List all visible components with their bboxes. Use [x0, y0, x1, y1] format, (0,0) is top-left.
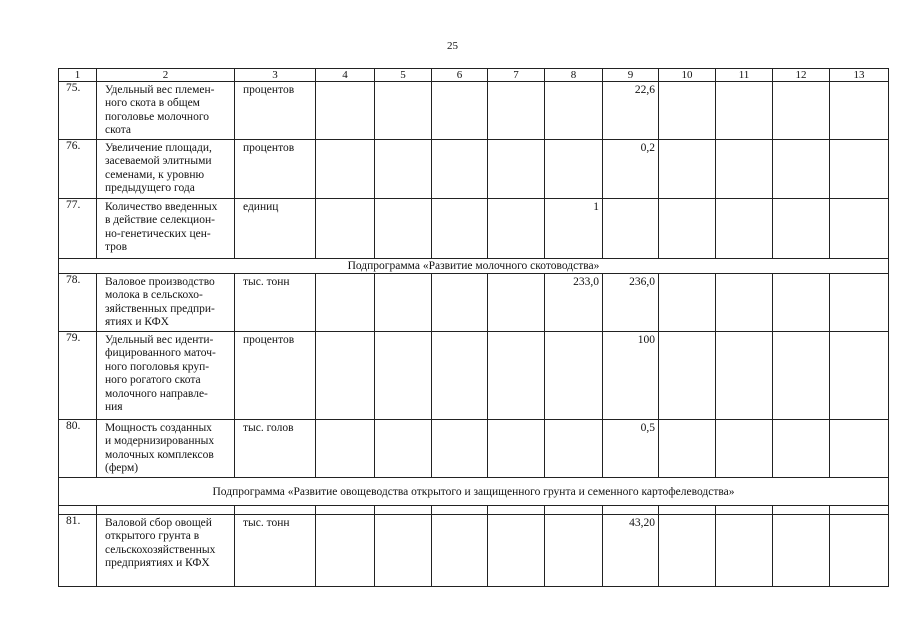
spacer-row [59, 506, 889, 515]
value-cell [830, 140, 889, 199]
spacer-cell [375, 506, 432, 515]
spacer-cell [830, 506, 889, 515]
value-cell [432, 274, 488, 332]
indicator-name-line: молока в сельскохо- [105, 289, 203, 302]
table-row [59, 140, 889, 199]
indicator-name [97, 140, 235, 199]
value-cell [316, 274, 375, 332]
value-cell [316, 420, 375, 478]
value-cell [375, 82, 432, 140]
table-row [59, 515, 889, 587]
value-cell [488, 140, 545, 199]
indicator-name-line: Валовое производство [105, 276, 215, 288]
indicator-name-line: Валовой сбор овощей [105, 517, 212, 529]
column-number: 3 [235, 69, 316, 82]
indicator-name-line: семенами, к уровню [105, 168, 205, 181]
value-cell [716, 332, 773, 420]
page-number: 25 [447, 40, 458, 52]
value-cell [432, 515, 488, 587]
indicator-name-line: зяйственных предпри- [105, 302, 215, 315]
column-number: 11 [716, 69, 773, 82]
column-number: 5 [375, 69, 432, 82]
value-cell [375, 515, 432, 587]
indicator-name [97, 332, 235, 420]
value-cell [432, 82, 488, 140]
row-number: 81. [59, 515, 97, 587]
indicator-name-line: молочного направле- [105, 387, 208, 400]
indicator-name-line: Увеличение площади, [105, 142, 212, 154]
indicator-name-line: ного поголовья круп- [105, 360, 210, 373]
indicator-name-line: фицированного маточ- [105, 347, 216, 360]
value-cell [375, 420, 432, 478]
column-number-row [59, 69, 889, 82]
indicator-name-line: (ферм) [105, 462, 139, 475]
value-cell [659, 274, 716, 332]
spacer-cell [316, 506, 375, 515]
value-cell [432, 332, 488, 420]
indicator-name [97, 274, 235, 332]
indicator-name-line: Количество введенных [105, 201, 218, 213]
value-cell [603, 199, 659, 259]
spacer-cell [603, 506, 659, 515]
indicator-name-line: ного рогатого скота [105, 374, 201, 387]
column-number: 9 [603, 69, 659, 82]
table-row [59, 420, 889, 478]
spacer-cell [97, 506, 235, 515]
value-cell [659, 332, 716, 420]
value-cell [375, 332, 432, 420]
value-cell [659, 199, 716, 259]
indicator-name-line: ятиях и КФХ [105, 316, 169, 329]
row-number: 78. [59, 274, 97, 332]
indicator-name-line: Мощность созданных [105, 422, 212, 434]
value-cell [716, 82, 773, 140]
indicator-name-line: в действие селекцион- [105, 214, 215, 227]
value-cell [659, 140, 716, 199]
value-cell [773, 140, 830, 199]
value-cell [716, 420, 773, 478]
indicator-name-line: молочных комплексов [105, 448, 214, 461]
spacer-cell [235, 506, 316, 515]
value-cell [659, 515, 716, 587]
value-cell [773, 420, 830, 478]
spacer-cell [59, 506, 97, 515]
value-cell [432, 140, 488, 199]
indicator-name [97, 420, 235, 478]
indicator-name-line: предприятиях и КФХ [105, 557, 210, 570]
subprogram-row [59, 478, 889, 506]
indicator-name-line: ного скота в общем [105, 97, 200, 110]
value-cell: 0,2 [603, 140, 659, 199]
value-cell [659, 82, 716, 140]
unit: единиц [235, 199, 316, 259]
table-row [59, 82, 889, 140]
value-cell [488, 199, 545, 259]
value-cell [545, 82, 603, 140]
indicator-name-line: сельскохозяйственных [105, 543, 216, 556]
unit: процентов [235, 332, 316, 420]
value-cell [716, 140, 773, 199]
column-number: 13 [830, 69, 889, 82]
row-number: 76. [59, 140, 97, 199]
value-cell [488, 515, 545, 587]
indicator-name [97, 82, 235, 140]
indicator-name-line: засеваемой элитными [105, 155, 212, 168]
column-number: 7 [488, 69, 545, 82]
subprogram-title: Подпрограмма «Развитие молочного скотоводства» [59, 259, 889, 274]
value-cell [316, 82, 375, 140]
value-cell [545, 420, 603, 478]
indicators-table [58, 68, 889, 587]
value-cell [830, 199, 889, 259]
value-cell [716, 199, 773, 259]
indicator-name-line: и модернизированных [105, 435, 215, 448]
value-cell [488, 332, 545, 420]
value-cell [830, 515, 889, 587]
row-number: 75. [59, 82, 97, 140]
value-cell [375, 199, 432, 259]
value-cell [716, 274, 773, 332]
value-cell [375, 140, 432, 199]
column-number: 10 [659, 69, 716, 82]
indicator-name-line: Удельный вес иденти- [105, 334, 214, 346]
value-cell [545, 515, 603, 587]
subprogram-title: Подпрограмма «Развитие овощеводства открытого и защищенного грунта и семенного картофелеводства» [59, 478, 889, 506]
subprogram-row [59, 259, 889, 274]
spacer-cell [488, 506, 545, 515]
value-cell [432, 420, 488, 478]
indicator-name-line: предыдущего года [105, 182, 195, 195]
unit: тыс. голов [235, 420, 316, 478]
value-cell [773, 199, 830, 259]
indicator-name-line: ния [105, 401, 123, 414]
indicator-name-line: тров [105, 241, 128, 254]
value-cell: 43,20 [603, 515, 659, 587]
unit: процентов [235, 82, 316, 140]
indicator-name [97, 199, 235, 259]
value-cell [316, 515, 375, 587]
indicator-name-line: поголовье молочного [105, 110, 210, 123]
unit: процентов [235, 140, 316, 199]
table-row [59, 332, 889, 420]
value-cell [773, 515, 830, 587]
value-cell [773, 82, 830, 140]
value-cell [773, 332, 830, 420]
value-cell [830, 332, 889, 420]
value-cell [830, 274, 889, 332]
value-cell: 22,6 [603, 82, 659, 140]
value-cell [545, 140, 603, 199]
value-cell: 0,5 [603, 420, 659, 478]
indicator-name-line: Удельный вес племен- [105, 84, 215, 96]
indicator-name-line: скота [105, 124, 131, 137]
spacer-cell [545, 506, 603, 515]
column-number: 12 [773, 69, 830, 82]
value-cell [545, 332, 603, 420]
column-number: 6 [432, 69, 488, 82]
value-cell [488, 274, 545, 332]
column-number: 1 [59, 69, 97, 82]
value-cell: 233,0 [545, 274, 603, 332]
indicator-name-line: но-генетических цен- [105, 227, 211, 240]
value-cell [488, 82, 545, 140]
value-cell [316, 140, 375, 199]
value-cell [773, 274, 830, 332]
spacer-cell [716, 506, 773, 515]
row-number: 80. [59, 420, 97, 478]
value-cell [830, 82, 889, 140]
value-cell: 236,0 [603, 274, 659, 332]
value-cell: 100 [603, 332, 659, 420]
table-body [59, 69, 889, 587]
column-number: 2 [97, 69, 235, 82]
unit: тыс. тонн [235, 515, 316, 587]
spacer-cell [659, 506, 716, 515]
table-row [59, 199, 889, 259]
indicator-name-line: открытого грунта в [105, 530, 200, 543]
value-cell [375, 274, 432, 332]
column-number: 8 [545, 69, 603, 82]
row-number: 77. [59, 199, 97, 259]
value-cell [830, 420, 889, 478]
column-number: 4 [316, 69, 375, 82]
value-cell [716, 515, 773, 587]
table-row [59, 274, 889, 332]
value-cell [432, 199, 488, 259]
spacer-cell [432, 506, 488, 515]
value-cell [316, 332, 375, 420]
row-number: 79. [59, 332, 97, 420]
unit: тыс. тонн [235, 274, 316, 332]
indicator-name [97, 515, 235, 587]
value-cell [488, 420, 545, 478]
value-cell [659, 420, 716, 478]
spacer-cell [773, 506, 830, 515]
value-cell [316, 199, 375, 259]
value-cell: 1 [545, 199, 603, 259]
